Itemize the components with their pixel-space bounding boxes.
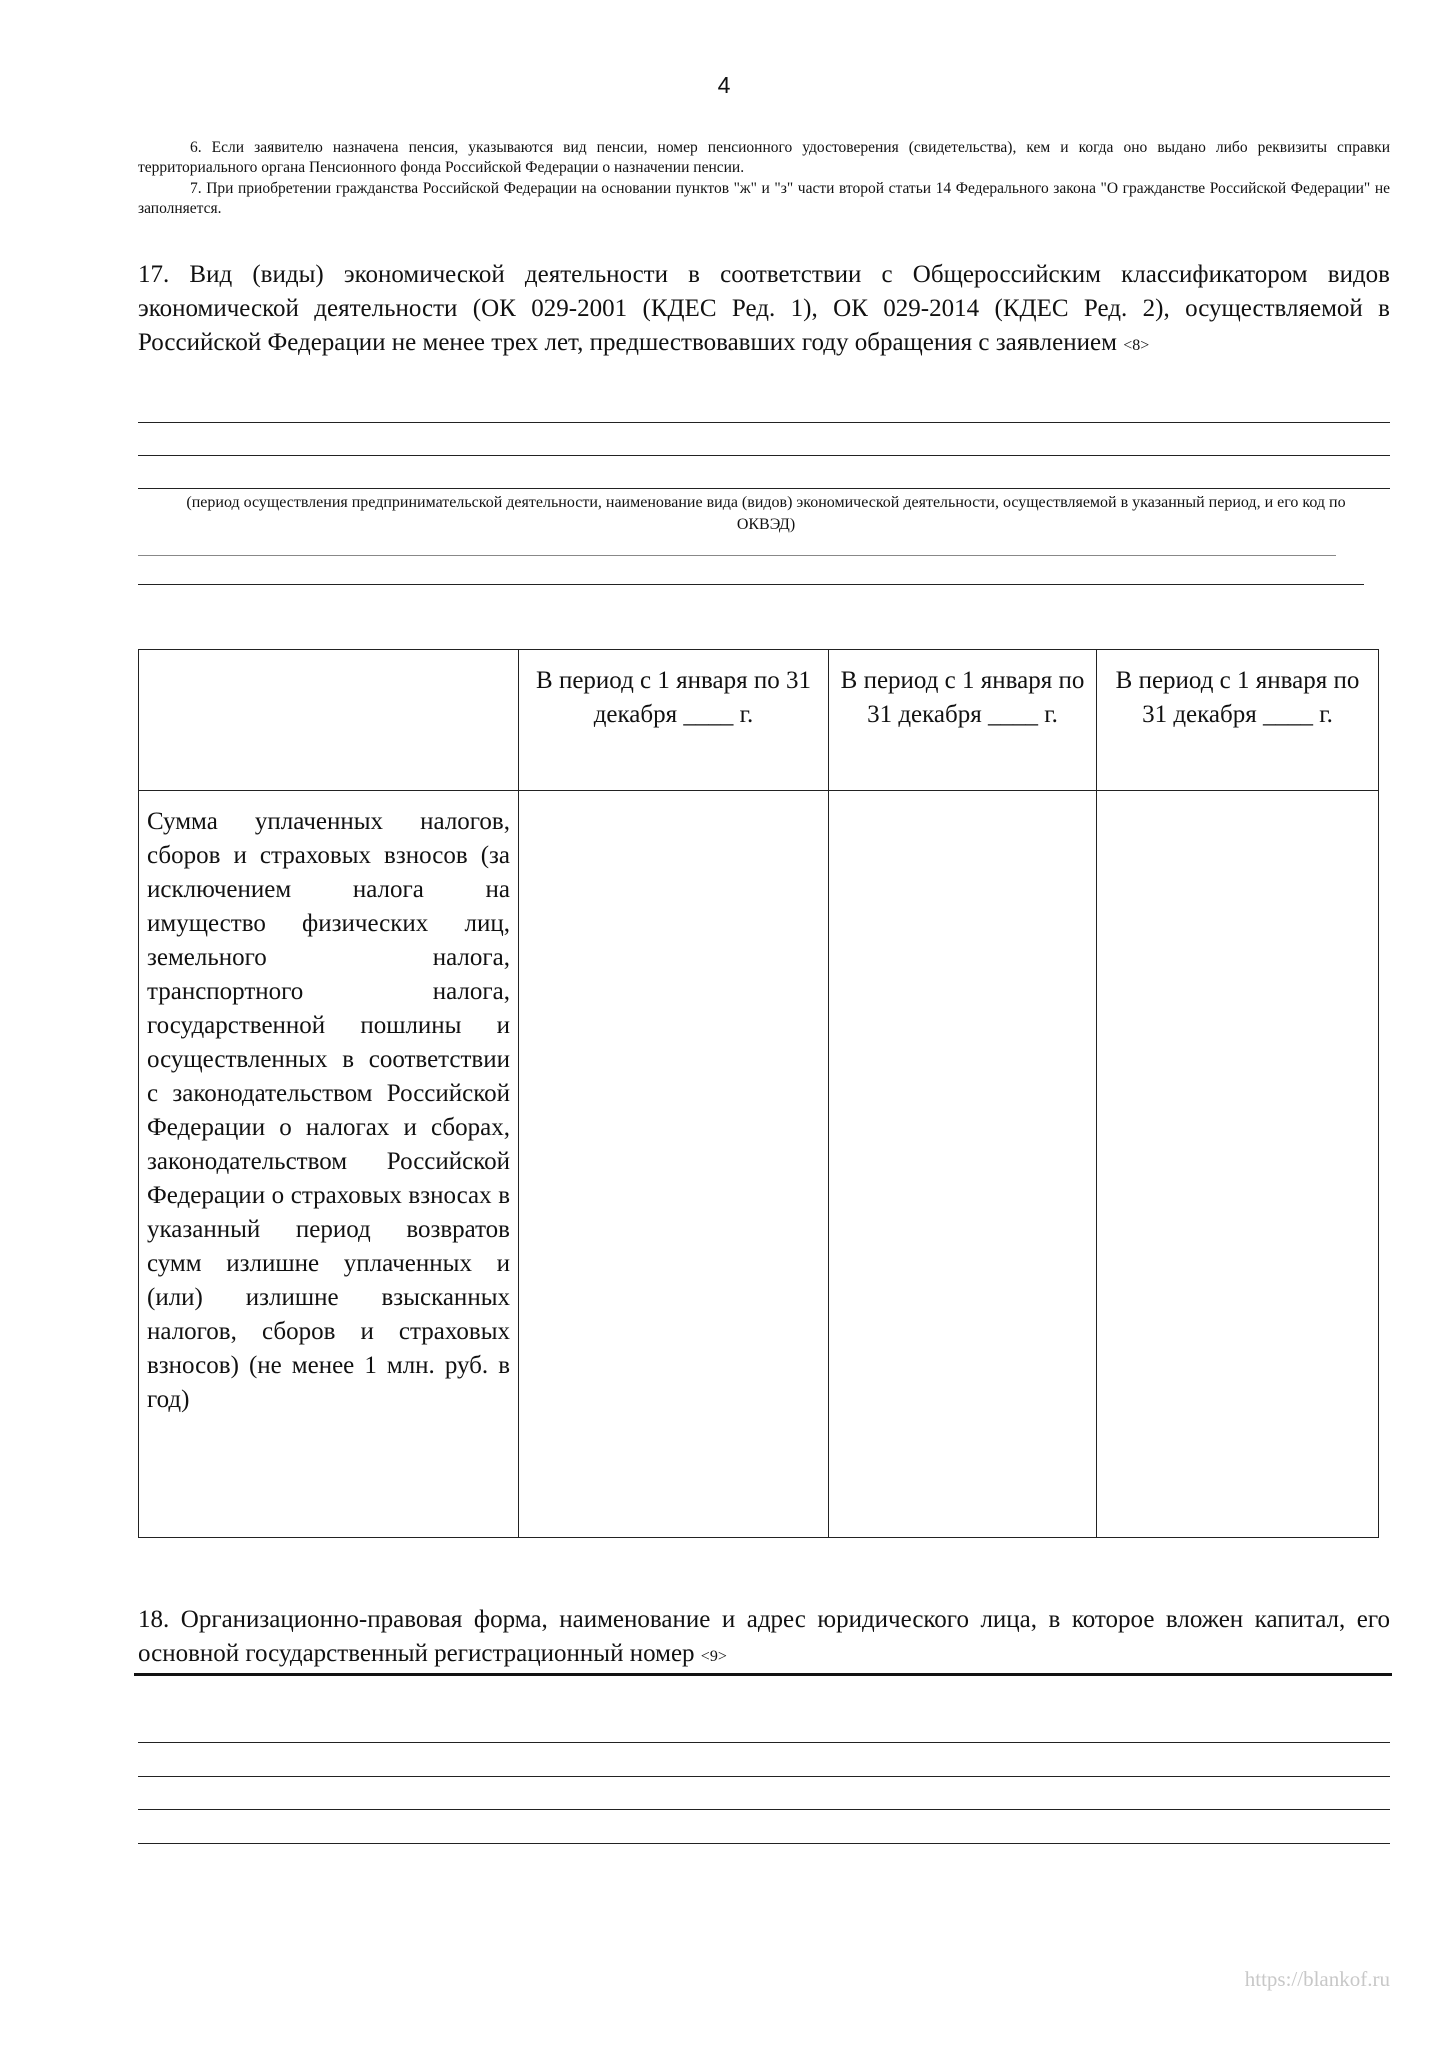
section-18-answer-line-5[interactable] — [138, 1843, 1390, 1844]
section-17-answer-line-3[interactable] — [138, 488, 1390, 489]
tax-sum-row-label: Сумма уплаченных налогов, сборов и страховых взносов (за исключением налога на имущество физических лиц, земельного налога, транспортного налога, государственной пошлины и осуществленных в соответствии с законодательством Российской Федерации о налогах и сборах, законодательством Российской Федерации о страховых взносах в указанный период возвратов сумм излишне уплаченных и (или) излишне взысканных налогов, сборов и страховых взносов) (не менее 1 млн. руб. в год) — [139, 791, 519, 1538]
section-18-heading — [138, 1603, 1390, 1674]
footnote-7: 7. При приобретении гражданства Российской Федерации на основании пунктов "ж" и "з" части второй статьи 14 Федерального закона "О гражданстве Российской Федерации" не заполняется. — [138, 180, 1390, 217]
period-column-1-header: В период с 1 января по 31 декабря ____ г. — [519, 650, 829, 791]
section-18-answer-line-2[interactable] — [138, 1742, 1390, 1743]
section-18-answer-line-3[interactable] — [138, 1776, 1390, 1777]
table-corner-cell — [139, 650, 519, 791]
section-17-answer-line-4[interactable] — [138, 555, 1336, 556]
period-column-3-header: В период с 1 января по 31 декабря ____ г. — [1097, 650, 1379, 791]
section-17-heading — [138, 258, 1390, 363]
page-number: 4 — [717, 72, 731, 98]
section-18-answer-line-4[interactable] — [138, 1809, 1390, 1810]
period-3-value-cell[interactable] — [1097, 791, 1379, 1538]
footnote-ref-8: <8> — [1123, 337, 1150, 354]
section-18-text: 18. Организационно-правовая форма, наименование и адрес юридического лица, в которое вложен капитал, его основной государственный регистрационный номер — [138, 1606, 1390, 1667]
section-17-answer-line-2[interactable] — [138, 455, 1390, 456]
footnote-6: 6. Если заявителю назначена пенсия, указываются вид пенсии, номер пенсионного удостоверения (свидетельства), кем и когда оно выдано либо реквизиты справки территориального органа Пенсионного фонда Российской Федерации о назначении пенсии. — [138, 139, 1390, 176]
table-header-row — [139, 650, 1379, 791]
section-18-answer-line-1[interactable] — [134, 1673, 1392, 1676]
section-17-caption: (период осуществления предпринимательской деятельности, наименование вида (видов) экономической деятельности, осуществляемой в указанный период, и его код по ОКВЭД) — [186, 494, 1346, 533]
watermark: https://blankof.ru — [1244, 1967, 1390, 1991]
footnote-ref-9: <9> — [700, 1648, 727, 1665]
section-17-answer-line-5[interactable] — [138, 584, 1364, 585]
section-17-answer-line-1[interactable] — [138, 422, 1390, 423]
period-2-value-cell[interactable] — [829, 791, 1097, 1538]
table-row — [139, 791, 1379, 1538]
tax-payments-table — [138, 649, 1379, 1538]
period-1-value-cell[interactable] — [519, 791, 829, 1538]
period-column-2-header: В период с 1 января по 31 декабря ____ г. — [829, 650, 1097, 791]
section-17-text: 17. Вид (виды) экономической деятельности в соответствии с Общероссийским классификатором видов экономической деятельности (ОК 029-2001 (КДЕС Ред. 1), ОК 029-2014 (КДЕС Ред. 2), осуществляемой в Российской Федерации не менее трех лет, предшествовавших году обращения с заявлением — [138, 261, 1390, 356]
